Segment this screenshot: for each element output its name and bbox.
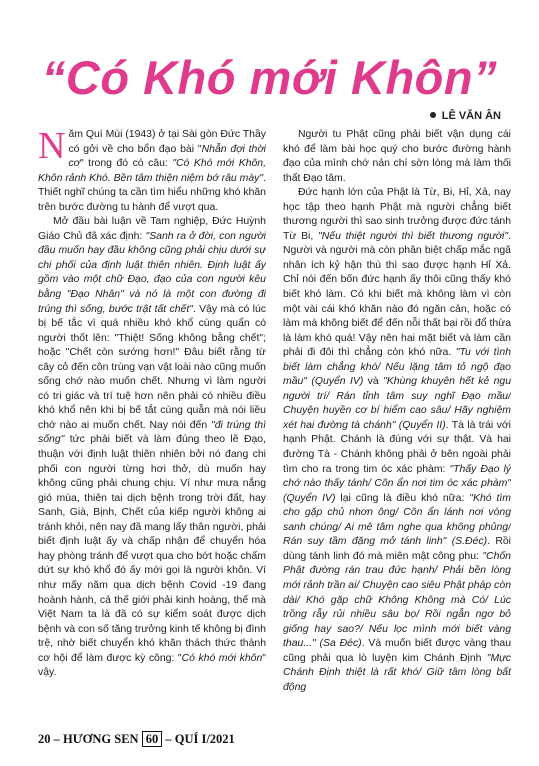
article-column-left <box>38 128 266 700</box>
italic-quote: "Chốn Phật đường rán trau đức hạnh/ Phải bền lòng mới rảnh trần ai/ Chuyện cao siêu Phật pháp còn dài/ Khó gặp chữ Không Không mà Có/ Lúc trồng rẫy rủi nhiều sâu bọ/ Rồi ngẫn ngơ bỏ giống hay sao?/ Nếu lọc mình mới biết vàng thau..." (Sa Đéc) <box>283 550 511 650</box>
body-paragraph <box>38 215 266 681</box>
italic-quote: Nhẫn đợi thời cơ <box>68 143 266 170</box>
text-run: . Rồi dùng tánh linh đó mà miên mật công phu: <box>283 536 511 562</box>
italic-quote: "Khó tìm cho gặp chủ nhơn ông/ Cõn ẩn lánh nơi vòng sanh chúng/ Ai mê tâm nghe qua không phủng/ Rán suy tầm đặng mở tánh linh" (S.Đéc) <box>283 492 511 548</box>
bullet-icon <box>430 112 436 118</box>
paragraph-text <box>38 216 266 678</box>
author-name: LÊ VĂN ÂN <box>441 110 501 122</box>
paragraph-text <box>38 129 266 213</box>
article-title: “Có Khó mới Khôn” <box>41 51 498 104</box>
text-run: . Người và người mà còn phân biệt chấp mắc ngã nhân ích kỷ hận thù thì sao được hạnh Hỉ Xả. Chỉ nói đến bốn đức hạnh ấy thôi cũng thấy khó biết khó làm. Có khi biết mà không làm vì còn một vài cái khó khăn nào đó ngăn cản, hoặc có làm mà không biết để đến nỗi thất bại rồi đổ thừa là làm khó quá! Vậy nên hai mặt biết và làm cần phải đi đôi thì chẳng còn khó nữa. <box>283 230 511 359</box>
paragraph-text <box>283 129 511 184</box>
italic-quote: "Thấy Đạo lý chớ nào thấy tánh/ Cõn ẩn nơi tim óc xác phàm" (Quyển IV) <box>283 463 511 504</box>
text-run: Người tu Phật cũng phải biết vận dụng cái khó để làm bài học quý cho bước đường hành đạo của mình chớ nản chí sờn lòng mà làm thối thất Đạo tâm. <box>283 129 511 184</box>
body-paragraph <box>38 128 266 215</box>
italic-quote: "Nếu thiệt người thì biết thương người" <box>318 230 509 242</box>
text-run: Đức hạnh lớn của Phật là Từ, Bi, Hỉ, Xả, nay học tập theo hạnh Phật mà người chẳng biết thương người thì sao sinh trưởng được đức tánh Từ Bi, <box>283 187 511 242</box>
page-number: 20 <box>38 732 51 746</box>
italic-quote: "Khùng khuyên hết kẻ ngu người trí/ Rán tỉnh tâm suy nghĩ Đạo mầu/ Chuyện huyền cơ bí hiểm cao sâu/ Hãy nghiệm xét hai đường tà chánh" (Quyển II) <box>283 376 511 431</box>
text-run: " vậy. <box>38 652 266 679</box>
italic-quote: "Mực Chánh Định thiệt là rất khó/ Giữ tâm lòng bất động <box>283 652 511 693</box>
body-paragraph <box>283 186 511 695</box>
text-run: ăm Quí Mùi (1943) ở tại Sài gòn Đức Thầy có gởi về cho bổn đạo bài " <box>68 129 266 155</box>
issue-period: QUÍ I/2021 <box>174 732 235 746</box>
drop-cap: N <box>38 128 66 167</box>
text-run: . Tà là trái với hạnh Phật. Chánh là đúng với sự thật. Và hai đường Tà - Chánh không phải ở bên ngoài phải tìm cho ra trong tim óc xác phàm: <box>283 419 511 475</box>
article-column-right <box>283 128 511 700</box>
text-run: và <box>363 376 384 388</box>
issue-number: 60 <box>142 731 163 747</box>
text-run: Mở đầu bài luận về Tam nghiệp, Đức Huỳnh Giáo Chủ đã xác định: <box>38 216 266 242</box>
italic-quote: "Tu với tình biết làm chẳng khó/ Nếu lặng tâm tỏ ngộ đạo mầu" (Quyển IV) <box>283 347 511 388</box>
paragraph-text <box>283 187 511 693</box>
body-paragraph <box>283 128 511 186</box>
italic-quote: "Có Khó mới Khôn, Khôn rảnh Khó. Bền tâm thiện niệm bớ râu mày" <box>38 158 266 184</box>
magazine-name: HƯƠNG SEN <box>63 732 139 746</box>
text-run: tức phải biết và làm đúng theo lẽ Đạo, thuận với định luật thiên nhiên bởi nó đang chi phối con người từng hơi thở, dù muốn hay không cũng phải chung chịu. Ví như mưa nắng gió mùa, thiên tai dịch bệnh trong trời đất, hay Sanh, Già, Bịnh, Chết của kiếp người không ai tránh khỏi, nên nay đã mang lấy thân người, phải biết định luật ấy và chấp nhận để chuyển hóa hay phòng tránh để vượt qua cho bớt hoặc chấm dứt sự khó khổ đó ấy mới gọi là người khôn. Ví như mấy năm qua dịch bệnh Covid -19 đang hoành hành, cả thế giới phải kinh hoàng, thế mà Việt Nam ta là đã có sự kiểm soát được dịch bệnh và con số tăng trưởng kinh tế không bị đình trệ, nhờ biết chuyển khó khăn thách thức thành cơ hội để làm được kỳ công: " <box>38 434 266 664</box>
text-run: lại cũng là điều khó nữa: <box>335 492 470 504</box>
text-run: . Vậy mà có lúc bị bế tắc vì quá nhiều khó khổ cùng quẩn có người thốt lên: "Thiệt! Sống không bằng chết"; hoặc "Chết còn sướng hơn!" Đâu biết rằng từ cây cỏ đến côn trùng vạn vật loài nào cũng muốn sống chớ nào muốn chết. Nhưng vì làm người có tri giác và trí tuệ hơn nên phải có nhiều điều khó khổ nên khi bị bế tắt cùng quẫn mà nói liều chớ nào ai muốn chết. Nay nói đến <box>38 303 266 431</box>
text-run: . Thiết nghĩ chúng ta cần tìm hiểu những khó khăn trên bước đường tu hành để vượt qua. <box>38 172 266 213</box>
italic-quote: Có khó mới khôn <box>181 652 263 664</box>
author-byline <box>430 110 501 122</box>
text-run: " trong đó có câu: <box>79 158 173 170</box>
text-run: . Và muốn biết được vàng thau cũng phải qua lò luyện kim Chánh Định <box>283 638 511 664</box>
italic-quote: "đi trúng thì sống" <box>38 419 266 446</box>
footer-separator: – <box>53 732 60 746</box>
page-footer <box>38 731 235 747</box>
italic-quote: "Sanh ra ở đời, con người đầu muốn hay đầu không cũng phải chịu dưới sự chi phối của định luật thiên nhiên. Định luật ấy gồm vào một chữ Đạo, đạo của con người kêu bằng "Đạo Nhân" và nó là một con đường đi trúng thì sống, bước trật tất chết" <box>38 230 266 315</box>
footer-separator: – <box>165 732 172 746</box>
